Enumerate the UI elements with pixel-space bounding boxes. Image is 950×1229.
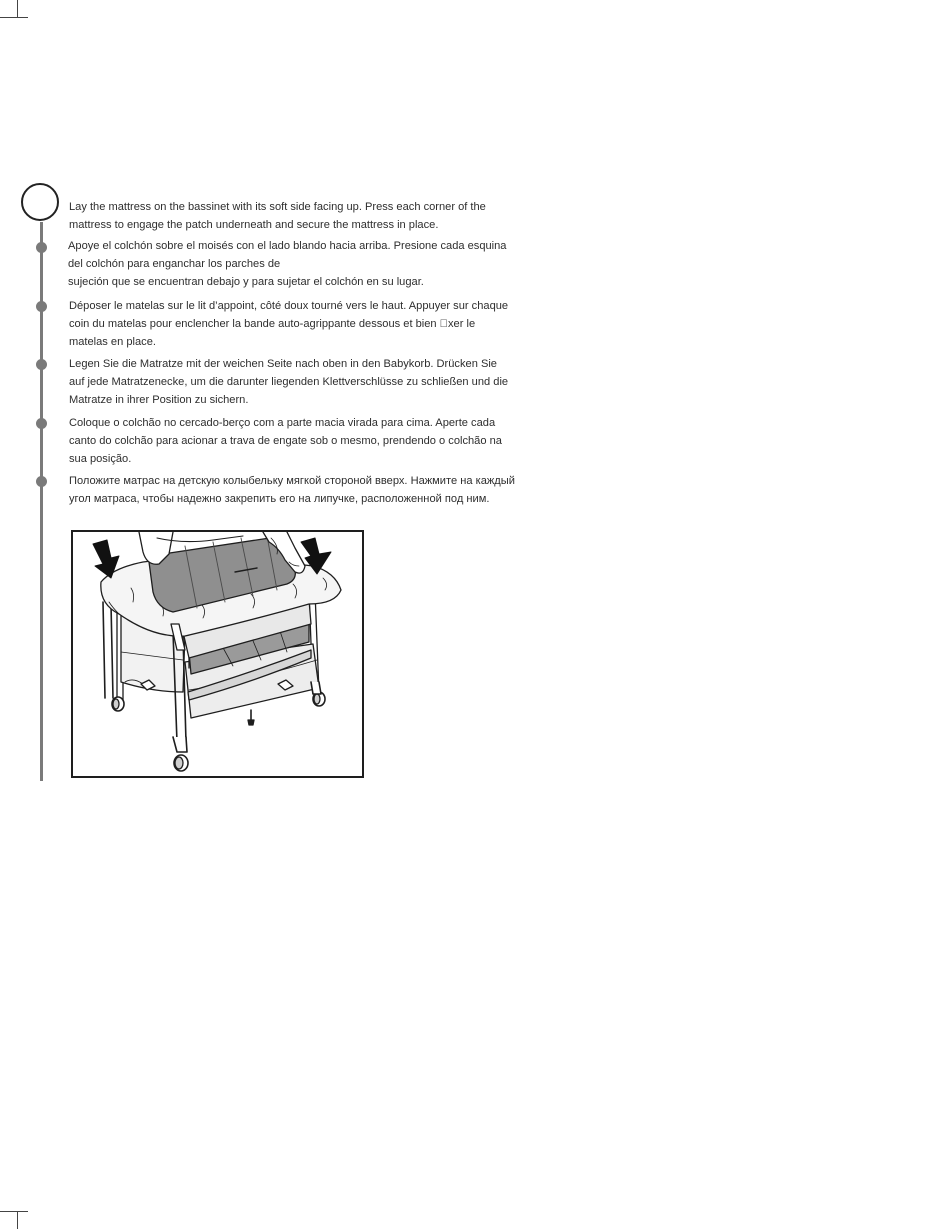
text-line: Legen Sie die Matratze mit der weichen Seite nach oben in den Babykorb. Drücken Sie xyxy=(69,358,497,370)
text-line: del colchón para enganchar los parches de xyxy=(68,258,281,270)
text-line: canto do colchão para acionar a trava de engate sob o mesmo, prendendo o colchão na xyxy=(69,435,502,447)
crop-mark-bottom-horizontal xyxy=(0,1211,28,1212)
text-line: matelas en place. xyxy=(69,336,156,348)
text-line: Déposer le matelas sur le lit d’appoint, côté doux tourné vers le haut. Appuyer sur chaque xyxy=(69,300,509,312)
instruction-ru xyxy=(69,472,579,508)
text-line: угол матраса, чтобы надежно закрепить его на липучке, расположенной под ним. xyxy=(69,493,490,505)
language-bullet-pt xyxy=(36,418,47,429)
playard-bassinet-mattress-illustration xyxy=(71,530,364,778)
instruction-pt xyxy=(69,414,579,468)
text-line: Положите матрас на детскую колыбельку мягкой стороной вверх. Нажмите на каждый xyxy=(69,475,515,487)
playard-illustration-svg xyxy=(73,532,362,776)
text-line: Coloque o colchão no cercado-berço com a parte macia virada para cima. Aperte cada xyxy=(69,417,496,429)
text-line: mattress to engage the patch underneath and secure the mattress in place. xyxy=(69,219,439,231)
crop-mark-top-vertical xyxy=(17,0,18,18)
step-number-circle xyxy=(21,183,59,221)
instruction-en xyxy=(69,198,579,234)
instruction-es xyxy=(68,237,578,291)
language-bullet-es xyxy=(36,242,47,253)
text-line: sujeción que se encuentran debajo y para sujetar el colchón en su lugar. xyxy=(68,276,424,288)
text-line: Matratze in ihrer Position zu sichern. xyxy=(69,394,249,406)
text-line: sua posição. xyxy=(69,453,132,465)
instruction-fr xyxy=(69,297,579,351)
instruction-de xyxy=(69,355,579,409)
language-bullet-ru xyxy=(36,476,47,487)
language-bullet-fr xyxy=(36,301,47,312)
text-line: coin du matelas pour enclencher la bande auto-agrippante dessous et bien  xer le xyxy=(69,318,476,330)
crop-mark-top-horizontal xyxy=(0,17,28,18)
language-bullet-de xyxy=(36,359,47,370)
text-line: auf jede Matratzenecke, um die darunter liegenden Klettverschlüsse zu schließen und die xyxy=(69,376,509,388)
crop-mark-bottom-vertical xyxy=(17,1211,18,1229)
text-line: Lay the mattress on the bassinet with its soft side facing up. Press each corner of the xyxy=(69,201,486,213)
text-line: Apoye el colchón sobre el moisés con el lado blando hacia arriba. Presione cada esquina xyxy=(68,240,507,252)
